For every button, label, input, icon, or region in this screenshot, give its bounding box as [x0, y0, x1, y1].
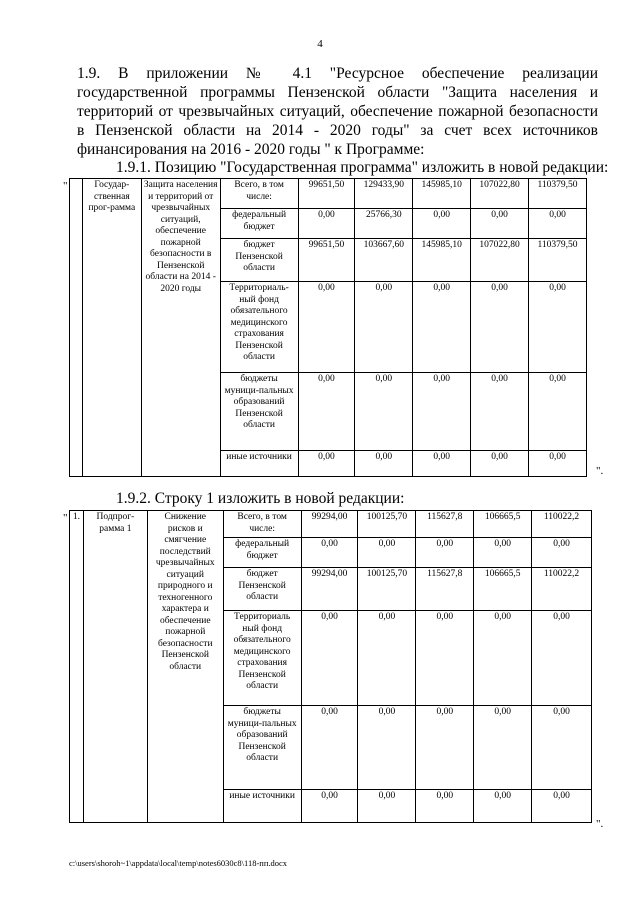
amount-cell: 0,00	[298, 209, 355, 239]
funding-source-cell: бюджет Пензенской области	[223, 568, 301, 611]
amount-cell: 25766,30	[355, 209, 413, 239]
amount-cell: 0,00	[471, 209, 529, 239]
funding-source-cell: Территориаль ный фонд обязательного медицинского страхования Пензенской области	[223, 611, 301, 706]
status-cell: Государ-ственная прог-рамма	[82, 179, 141, 477]
amount-cell: 0,00	[532, 706, 592, 790]
amount-cell: 0,00	[474, 611, 532, 706]
amount-cell: 107022,80	[471, 179, 529, 209]
funding-source-cell: Всего, в том числе:	[223, 511, 301, 538]
amount-cell: 0,00	[413, 282, 471, 373]
amount-cell: 110379,50	[529, 239, 587, 282]
funding-source-cell: иные источники	[223, 790, 301, 823]
amount-cell: 145985,10	[413, 239, 471, 282]
row-number-cell	[70, 179, 83, 477]
amount-cell: 0,00	[301, 790, 358, 823]
amount-cell: 110022,2	[532, 568, 592, 611]
amount-cell: 100125,70	[358, 568, 416, 611]
funding-source-cell: бюджет Пензенской области	[220, 239, 298, 282]
amount-cell: 0,00	[355, 373, 413, 451]
amount-cell: 0,00	[298, 282, 355, 373]
subsection-1-9-2: 1.9.2. Строку 1 изложить в новой редакции:	[116, 490, 405, 507]
amount-cell: 0,00	[471, 373, 529, 451]
amount-cell: 0,00	[532, 790, 592, 823]
amount-cell: 110022,2	[532, 511, 592, 538]
amount-cell: 99651,50	[298, 179, 355, 209]
amount-cell: 0,00	[474, 706, 532, 790]
amount-cell: 0,00	[358, 611, 416, 706]
intro-line: финансирования на 2016 - 2020 годы " к Программе:	[77, 141, 425, 158]
subsection-1-9-1: 1.9.1. Позицию "Государственная программа" изложить в новой редакции:	[116, 159, 609, 176]
amount-cell: 0,00	[529, 209, 587, 239]
table-row	[70, 511, 592, 538]
amount-cell: 100125,70	[358, 511, 416, 538]
amount-cell: 0,00	[358, 538, 416, 568]
amount-cell: 0,00	[471, 451, 529, 477]
amount-cell: 0,00	[471, 282, 529, 373]
intro-line: территорий от чрезвычайных ситуаций, обеспечение пожарной безопасности	[77, 103, 598, 120]
funding-source-cell: федеральный бюджет	[220, 209, 298, 239]
amount-cell: 107022,80	[471, 239, 529, 282]
amount-cell: 99294,00	[301, 568, 358, 611]
amount-cell: 0,00	[355, 282, 413, 373]
amount-cell: 0,00	[416, 611, 474, 706]
amount-cell: 0,00	[532, 538, 592, 568]
amount-cell: 0,00	[416, 538, 474, 568]
funding-source-cell: федеральный бюджет	[223, 538, 301, 568]
amount-cell: 0,00	[529, 282, 587, 373]
amount-cell: 0,00	[301, 706, 358, 790]
funding-source-cell: иные источники	[220, 451, 298, 477]
table-row	[70, 179, 587, 209]
amount-cell: 99651,50	[298, 239, 355, 282]
amount-cell: 145985,10	[413, 179, 471, 209]
funding-source-cell: бюджеты муници-пальных образований Пензенской области	[220, 373, 298, 451]
funding-source-cell: Всего, в том числе:	[220, 179, 298, 209]
amount-cell: 0,00	[413, 209, 471, 239]
amount-cell: 106665,5	[474, 511, 532, 538]
intro-line: 1.9. В приложении № 4.1 "Ресурсное обеспечение реализации	[77, 65, 598, 82]
amount-cell: 103667,60	[355, 239, 413, 282]
amount-cell: 106665,5	[474, 568, 532, 611]
resource-table-program	[69, 178, 587, 477]
intro-line: государственной программы Пензенской области "Защита населения и	[77, 84, 598, 101]
amount-cell: 0,00	[355, 451, 413, 477]
amount-cell: 0,00	[416, 706, 474, 790]
resource-table-subprogram	[69, 510, 592, 823]
close-quote: ".	[596, 818, 604, 830]
amount-cell: 115627,8	[416, 568, 474, 611]
amount-cell: 0,00	[301, 538, 358, 568]
intro-line: в Пензенской области на 2014 - 2020 годы" за счет всех источников	[77, 122, 598, 139]
amount-cell: 0,00	[474, 538, 532, 568]
status-cell: Подпрог-рамма 1	[83, 511, 147, 823]
amount-cell: 0,00	[532, 611, 592, 706]
amount-cell: 115627,8	[416, 511, 474, 538]
amount-cell: 0,00	[301, 611, 358, 706]
amount-cell: 0,00	[413, 451, 471, 477]
amount-cell: 0,00	[298, 373, 355, 451]
amount-cell: 129433,90	[355, 179, 413, 209]
amount-cell: 110379,50	[529, 179, 587, 209]
amount-cell: 99294,00	[301, 511, 358, 538]
open-quote: "	[63, 180, 68, 192]
page-number: 4	[317, 38, 323, 50]
amount-cell: 0,00	[416, 790, 474, 823]
amount-cell: 0,00	[413, 373, 471, 451]
amount-cell: 0,00	[474, 790, 532, 823]
program-name-cell: Защита населения и территорий от чрезвычайных ситуаций, обеспечение пожарной безопасности в Пензенской области на 2014 - 2020 годы	[141, 179, 220, 477]
amount-cell: 0,00	[358, 706, 416, 790]
program-name-cell: Снижение рисков и смягчение последствий чрезвычайных ситуаций природного и техногенного характера и обеспечение пожарной безопасности Пензенской области	[147, 511, 223, 823]
funding-source-cell: бюджеты муници-пальных образований Пензенской области	[223, 706, 301, 790]
intro-paragraph	[77, 64, 598, 159]
funding-source-cell: Территориаль-ный фонд обязательного медицинского страхования Пензенской области	[220, 282, 298, 373]
amount-cell: 0,00	[358, 790, 416, 823]
amount-cell: 0,00	[529, 451, 587, 477]
file-path-footer: c:\users\shoroh~1\appdata\local\temp\notes6030c8\118-пп.docx	[69, 858, 288, 868]
row-number-cell: 1.	[70, 511, 84, 823]
open-quote: "	[63, 512, 68, 524]
amount-cell: 0,00	[298, 451, 355, 477]
close-quote: ".	[596, 465, 604, 477]
amount-cell: 0,00	[529, 373, 587, 451]
